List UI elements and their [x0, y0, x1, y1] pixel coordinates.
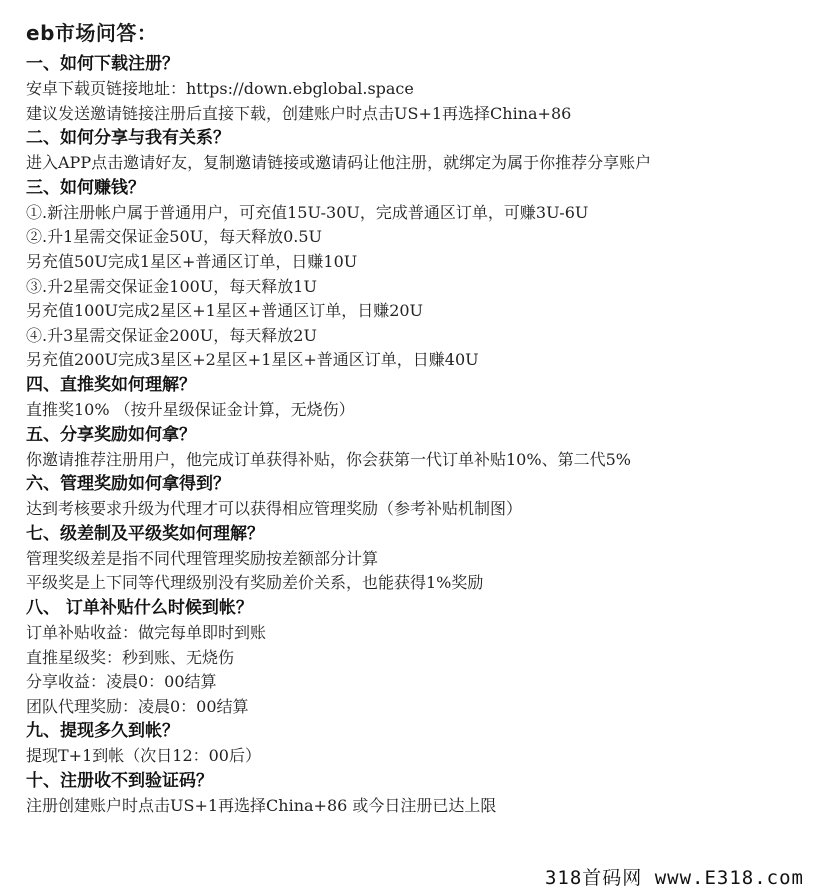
answer-line: ③.升2星需交保证金100U，每天释放1U: [26, 276, 317, 296]
answer-line: ②.升1星需交保证金50U，每天释放0.5U: [26, 227, 323, 247]
question-heading: 十、注册收不到验证码？: [26, 770, 213, 791]
qa-section: [26, 373, 806, 423]
answer-line: ④.升3星需交保证金200U，每天释放2U: [26, 325, 317, 345]
question-heading: 二、如何分享与我有关系？: [26, 128, 230, 149]
question-heading: 四、直推奖如何理解？: [26, 374, 196, 395]
answer-line: 另充值100U完成2星区+1星区+普通区订单，日赚20U: [26, 301, 424, 321]
answer-line: 安卓下载页链接地址：https://down.ebglobal.space: [26, 79, 414, 98]
document: [26, 18, 806, 818]
answer-line: ①.新注册帐户属于普通用户，可充值15U-30U，完成普通区订单，可赚3U-6U: [26, 202, 589, 222]
answer-line: 团队代理奖励：凌晨0：00结算: [26, 696, 249, 716]
qa-section: [26, 719, 806, 769]
answer-line: 管理奖级差是指不同代理管理奖励按差额部分计算: [26, 548, 379, 568]
question-heading: 七、级差制及平级奖如何理解？: [26, 523, 264, 544]
question-heading: 一、如何下载注册？: [26, 54, 179, 74]
qa-section: [26, 176, 806, 373]
qa-list: [26, 52, 806, 818]
answer-line: 直推星级奖：秒到账、无烧伤: [26, 647, 235, 667]
qa-section: [26, 769, 806, 819]
answer-line: 直推奖10% （按升星级保证金计算，无烧伤）: [26, 399, 355, 419]
watermark: 318首码网 www.E318.com: [544, 867, 804, 889]
answer-line: 提现T+1到帐（次日12：00后）: [26, 746, 261, 766]
answer-line: 另充值50U完成1星区+普通区订单，日赚10U: [26, 251, 358, 271]
question-heading: 三、如何赚钱？: [26, 177, 145, 198]
qa-section: [26, 522, 806, 596]
answer-line: 达到考核要求升级为代理才可以获得相应管理奖励（参考补贴机制图）: [26, 499, 523, 519]
document-title: eb市场问答：: [26, 21, 158, 45]
qa-section: [26, 423, 806, 473]
answer-line: 进入APP点击邀请好友，复制邀请链接或邀请码让他注册，就绑定为属于你推荐分享账户: [26, 153, 652, 173]
question-heading: 六、管理奖励如何拿得到？: [26, 474, 230, 495]
answer-line: 分享收益：凌晨0：00结算: [26, 672, 217, 692]
answer-line: 另充值200U完成3星区+2星区+1星区+普通区订单，日赚40U: [26, 350, 479, 370]
answer-line: 平级奖是上下同等代理级别没有奖励差价关系，也能获得1%奖励: [26, 573, 484, 593]
answer-line: 建议发送邀请链接注册后直接下载，创建账户时点击US+1再选择China+86: [26, 103, 572, 123]
answer-line: 你邀请推荐注册用户，他完成订单获得补贴，你会获第一代订单补贴10%、第二代5%: [26, 449, 631, 469]
question-heading: 九、提现多久到帐？: [26, 721, 179, 742]
qa-section: [26, 126, 806, 176]
answer-line: 注册创建账户时点击US+1再选择China+86 或今日注册已达上限: [26, 795, 497, 815]
question-heading: 八、 订单补贴什么时候到帐？: [26, 597, 253, 618]
qa-section: [26, 52, 806, 126]
qa-section: [26, 596, 806, 719]
answer-line: 订单补贴收益：做完每单即时到账: [26, 622, 267, 642]
question-heading: 五、分享奖励如何拿？: [26, 424, 196, 445]
qa-section: [26, 472, 806, 522]
